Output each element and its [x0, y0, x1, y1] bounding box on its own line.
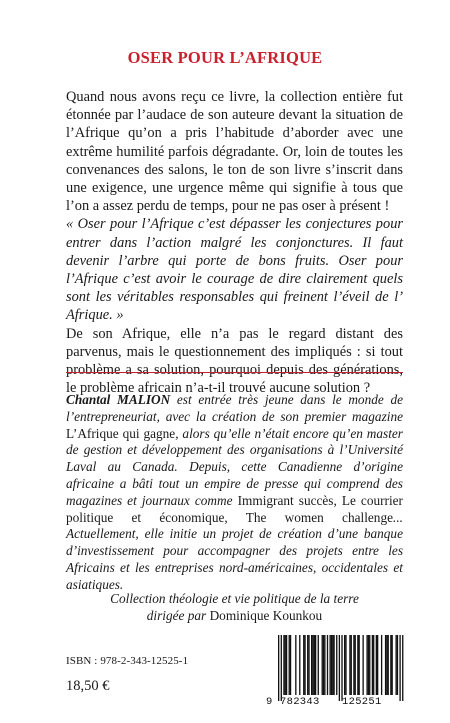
barcode-bar — [381, 635, 382, 695]
barcode-bar — [376, 635, 377, 695]
barcode-bar — [385, 635, 386, 695]
blurb-paragraph-1: Quand nous avons reçu ce livre, la collection entière fut étonnée par l’audace de son auteure devant la situation de l’Afrique qu’on a pris l’habitude d’aborder avec une extrême humilité parfois dégradante. Or, loin de toutes les convenances des salons, le ton de son livre s’inscrit dans une exigence, une urgence même qui signifie à tous que l’on a assez perdu de temps, pour ne pas oser à présent ! — [66, 89, 403, 215]
barcode-bar — [353, 635, 354, 695]
bio-text-2: , alors qu’elle n’était encore qu’en master de gestion et développement des organisations à l’Université Laval au Canada. Depuis, cette Canadienne d’origine africaine a bâti tout un empire de presse qui comprend des magazines et journaux comme — [66, 425, 403, 508]
book-title: OSER POUR L’AFRIQUE — [127, 48, 323, 67]
isbn-barcode — [266, 635, 404, 711]
barcode-bar — [392, 635, 393, 695]
barcode-bar — [283, 635, 284, 695]
bio-magazine-2: Immigrant succès — [237, 492, 334, 508]
barcode-bar — [308, 635, 309, 695]
barcode-bar — [311, 635, 312, 695]
bio-text-1: est entrée très jeune dans le monde de l’entrepreneuriat, avec la création de son premier magazine — [66, 392, 403, 424]
barcode-bar — [345, 635, 346, 695]
blurb-paragraph-3: De son Afrique, elle n’a pas le regard distant des parvenus, mais le questionnement des impliqués : si tout problème a sa solution, pourquoi depuis des générations, le problème africain n’a-t-il trouvé aucune solution ? — [66, 325, 403, 397]
barcode-bar — [336, 635, 337, 695]
bio-sep-2: , — [224, 509, 246, 525]
barcode-bar — [388, 635, 389, 695]
barcode-bar — [289, 635, 290, 695]
barcode-bar — [397, 635, 398, 695]
barcode-bar — [402, 635, 403, 701]
barcode-bar — [332, 635, 333, 695]
blurb-quote: « Oser pour l’Afrique c’est dépasser les conjectures pour entrer dans l’action malgré les conjonctures. Il faut devenir l’arbre qui porte de bons fruits. Oser pour l’Afrique c’est avoir le courage de dire clairement quels sont les véritables responsables qui freinent l’éveil de l’ Afrique. » — [66, 216, 403, 324]
barcode-bar — [368, 635, 369, 695]
author-bio — [66, 392, 403, 594]
barcode-bar — [390, 635, 391, 695]
barcode-bar — [314, 635, 315, 695]
barcode-bar — [322, 635, 323, 695]
price-label: 18,50 € — [66, 678, 110, 694]
barcode-bar — [395, 635, 396, 695]
barcode-bar — [357, 635, 358, 695]
barcode-bar — [377, 635, 378, 695]
barcode-bar — [285, 635, 286, 695]
barcode-bar — [312, 635, 313, 695]
bio-magazine-3: Le courrier politique et économique — [66, 492, 403, 525]
barcode-bar — [304, 635, 305, 695]
barcode-bar — [324, 635, 325, 695]
barcode-bars — [266, 635, 404, 701]
back-cover-blurb — [66, 88, 403, 397]
barcode-digits — [266, 696, 404, 711]
barcode-bar — [369, 635, 370, 695]
collection-name: Collection théologie et vie politique de la terre — [110, 591, 359, 606]
barcode-bar — [359, 635, 360, 695]
bio-magazine-4: The women challenge — [245, 509, 393, 525]
author-name: Chantal MALION — [66, 392, 171, 407]
barcode-bar — [372, 635, 373, 695]
barcode-bar — [333, 635, 334, 695]
barcode-right-group: 125251 — [342, 696, 382, 708]
bio-sep-1: , — [333, 492, 342, 508]
collection-editor: Dominique Kounkou — [209, 607, 323, 623]
barcode-bar — [329, 635, 330, 695]
barcode-bar — [341, 635, 342, 701]
collection-directed-by: dirigée par — [146, 607, 210, 623]
barcode-bar — [355, 635, 356, 695]
barcode-bar — [303, 635, 304, 695]
barcode-bar — [366, 635, 367, 695]
isbn-label: ISBN : 978-2-343-12525-1 — [66, 655, 189, 667]
barcode-bar — [281, 635, 282, 701]
barcode-bar — [295, 635, 296, 695]
barcode-bar — [386, 635, 387, 695]
barcode-bar — [290, 635, 291, 695]
red-divider — [66, 372, 403, 373]
barcode-bar — [278, 635, 279, 701]
barcode-bar — [331, 635, 332, 695]
barcode-bar — [299, 635, 300, 695]
barcode-bar — [349, 635, 350, 695]
barcode-left-group: 782343 — [280, 696, 320, 708]
barcode-bar — [315, 635, 316, 695]
barcode-bar — [323, 635, 324, 695]
barcode-first-digit: 9 — [266, 696, 273, 708]
bio-text-3: ... Actuellement, elle initie un projet de création d’une banque d’investissement pour accompagner des projets entre les Africains et les entreprises nord-américaines, occidentales et asiatiques. — [66, 509, 403, 592]
barcode-bar — [286, 635, 287, 695]
barcode-bar — [339, 635, 340, 701]
barcode-bar — [373, 635, 374, 695]
barcode-bar — [351, 635, 352, 695]
barcode-bar — [318, 635, 319, 695]
barcode-bar — [344, 635, 345, 695]
barcode-bar — [327, 635, 328, 695]
barcode-bar — [399, 635, 400, 701]
barcode-bar — [362, 635, 363, 695]
collection-info — [66, 591, 403, 625]
barcode-bar — [307, 635, 308, 695]
bio-magazine-1: L’Afrique qui gagne — [66, 425, 176, 441]
